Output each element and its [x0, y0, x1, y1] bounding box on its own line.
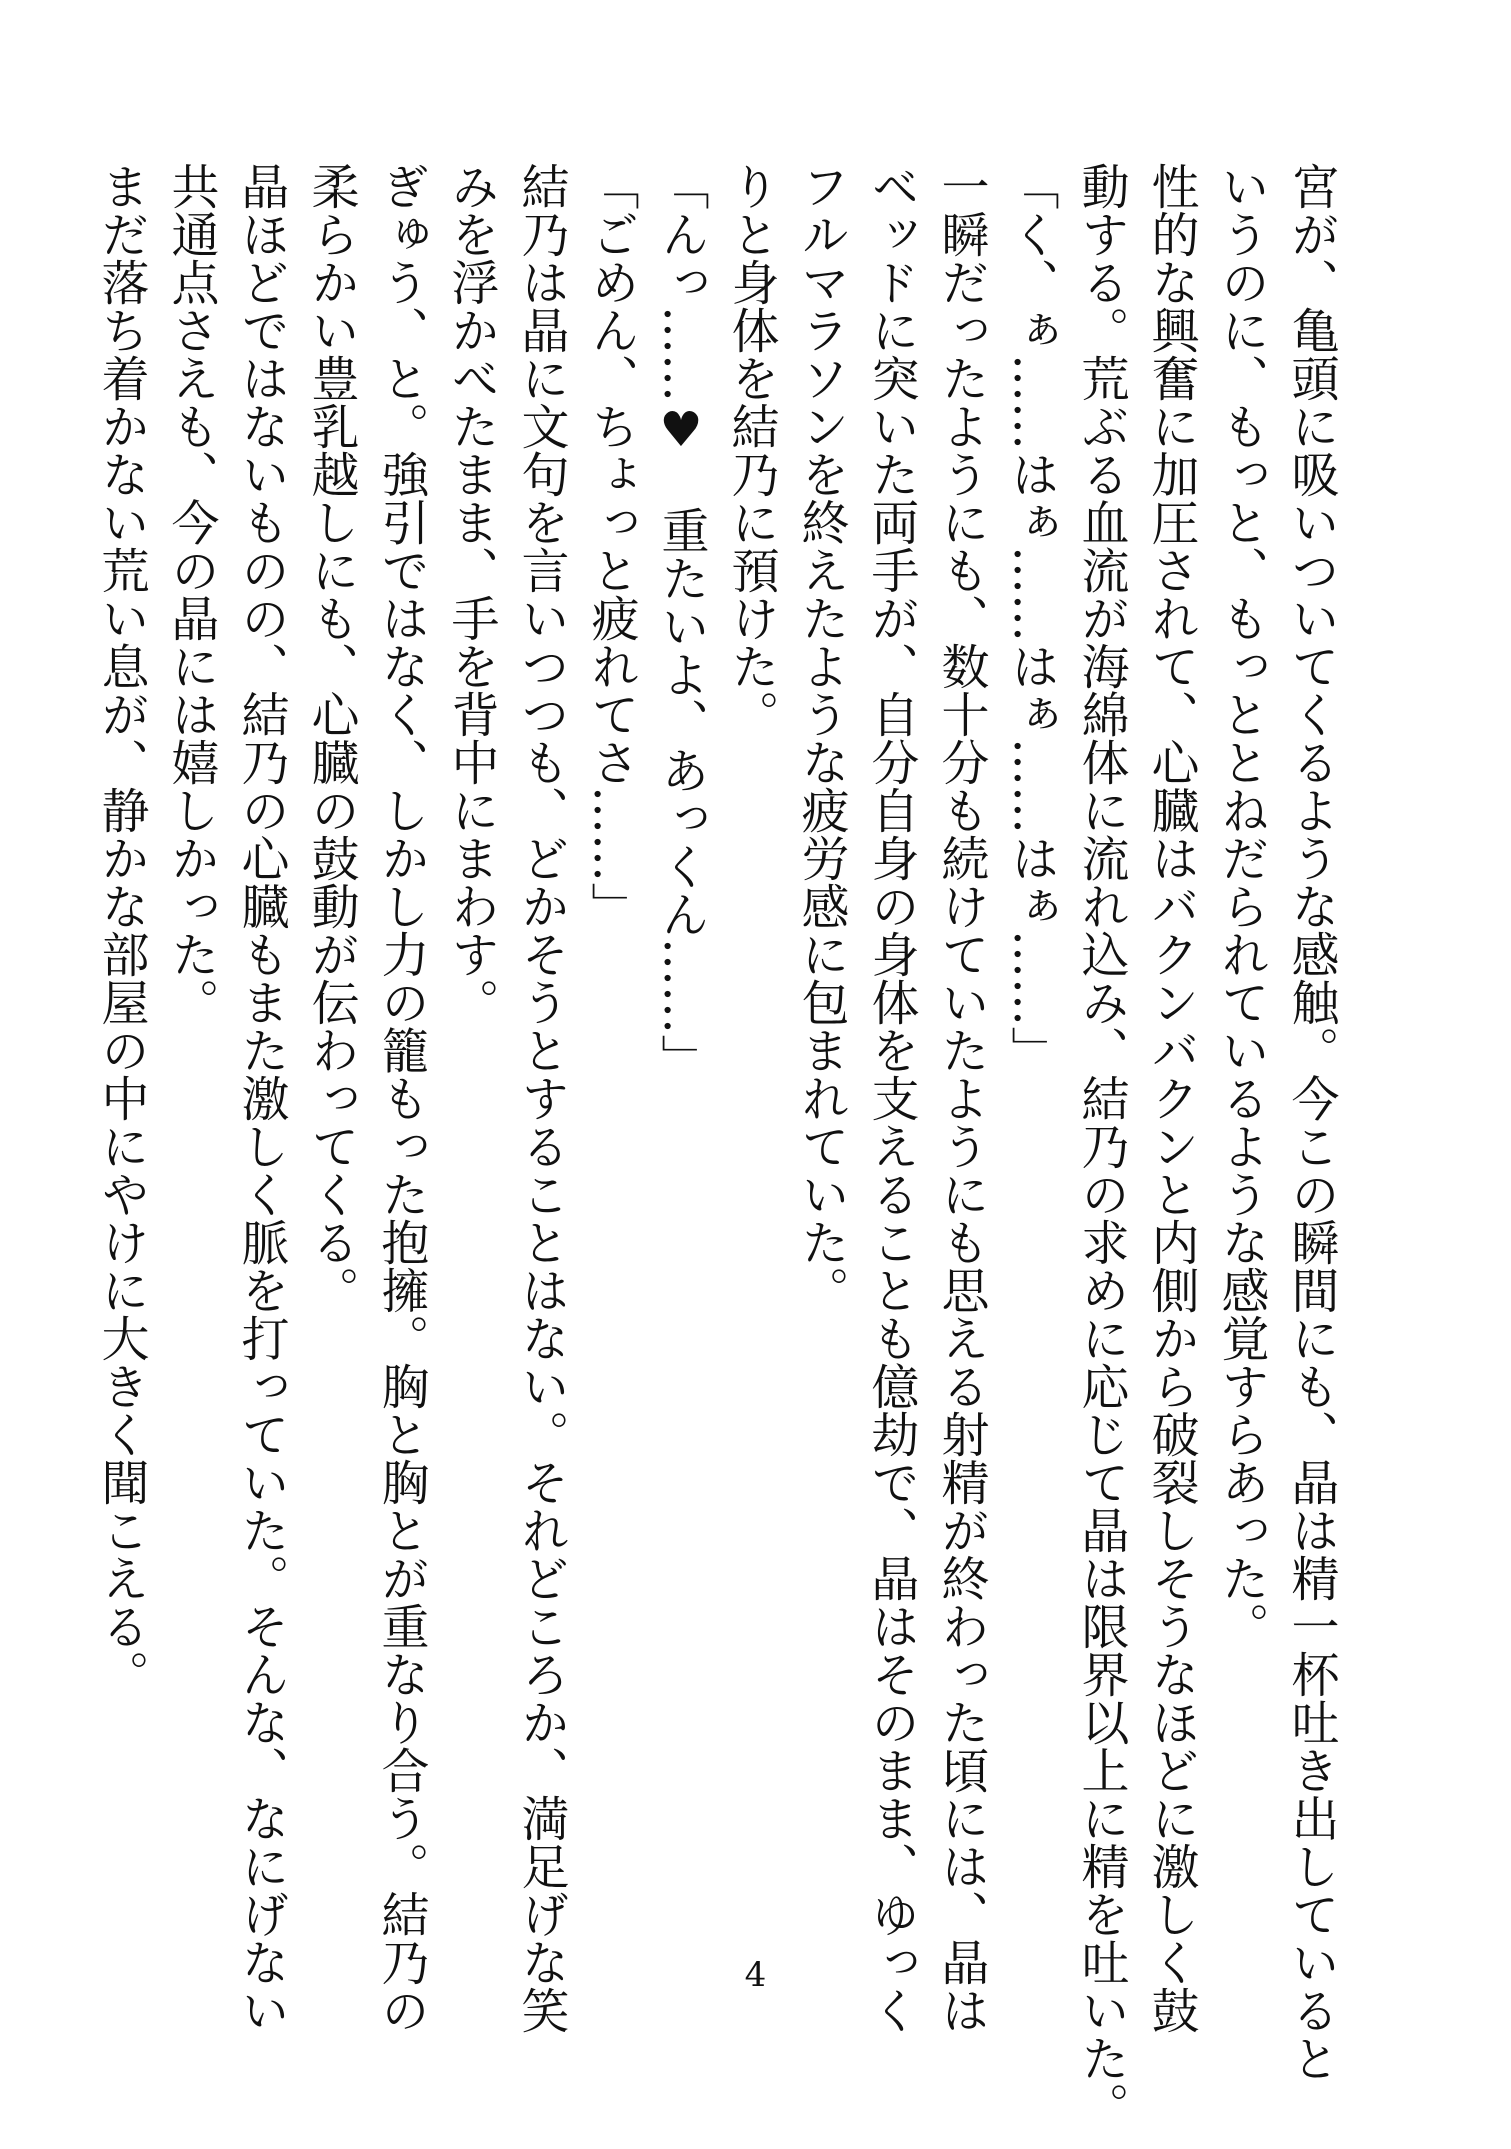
text-line-12: 結乃は晶に文句を言いつつも、どかそうとすることはない。それどころか、満足げな笑	[513, 162, 569, 2034]
text-line-18: まだ落ち着かない荒い息が、静かな部屋の中にやけに大きく聞こえる。	[93, 162, 149, 1698]
text-line-4: 動する。荒ぶる血流が海綿体に流れ込み、結乃の求めに応じて晶は限界以上に精を吐いた。	[1073, 162, 1129, 2130]
text-line-10: 「んっ……♥ 重たいよ、あっくん……」	[653, 162, 709, 1082]
text-line-14: ぎゅう、と。強引ではなく、しかし力の籠もった抱擁。胸と胸とが重なり合う。結乃の	[373, 162, 429, 2034]
vertical-text-body	[93, 162, 1346, 2130]
text-line-8: フルマラソンを終えたような疲労感に包まれていた。	[793, 162, 849, 1314]
page-number: 4	[744, 1955, 767, 1995]
text-line-9: りと身体を結乃に預けた。	[723, 162, 779, 738]
text-line-7: ベッドに突いた両手が、自分自身の身体を支えることも億劫で、晶はそのまま、ゆっく	[863, 162, 919, 2034]
text-line-3: 性的な興奮に加圧されて、心臓はバクンバクンと内側から破裂しそうなほどに激しく鼓	[1143, 162, 1199, 2034]
text-line-6: 一瞬だったようにも、数十分も続けていたようにも思える射精が終わった頃には、晶は	[933, 162, 989, 2034]
text-line-11: 「ごめん、ちょっと疲れてさ……」	[583, 162, 639, 930]
text-line-1: 宮が、亀頭に吸いついてくるような感触。今この瞬間にも、晶は精一杯吐き出していると	[1283, 162, 1339, 2082]
text-line-5: 「く、ぁ……はぁ……はぁ……はぁ……」	[1003, 162, 1059, 1074]
text-line-16: 晶ほどではないものの、結乃の心臓もまた激しく脈を打っていた。そんな、なにげない	[233, 162, 289, 2034]
text-line-17: 共通点さえも、今の晶には嬉しかった。	[163, 162, 219, 1026]
text-line-15: 柔らかい豊乳越しにも、心臓の鼓動が伝わってくる。	[303, 162, 359, 1314]
text-line-2: いうのに、もっと、もっととねだられているような感覚すらあった。	[1213, 162, 1269, 1650]
text-line-13: みを浮かべたまま、手を背中にまわす。	[443, 162, 499, 1026]
